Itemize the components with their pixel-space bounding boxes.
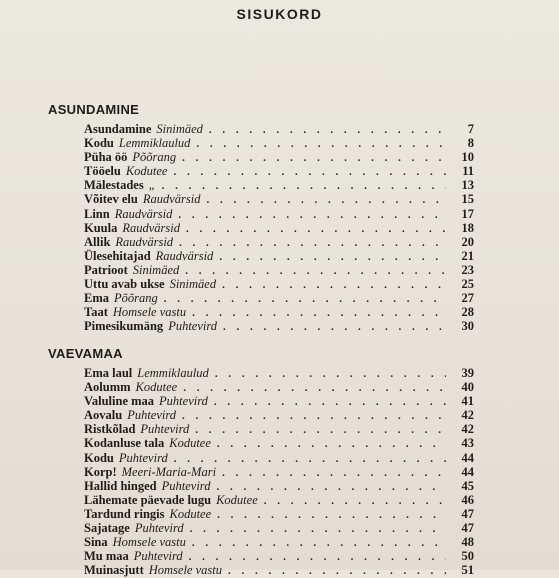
dot-leader: [223, 320, 446, 334]
dot-leader: [216, 480, 446, 494]
toc-entry: [84, 479, 474, 493]
entry-collection: Kodutee: [169, 436, 211, 451]
entry-page-number: 42: [461, 408, 474, 423]
dot-leader: [192, 306, 446, 320]
entry-title: Ema laul: [84, 366, 133, 380]
toc-entry: [84, 221, 474, 235]
toc-entry: [84, 305, 474, 319]
toc-entry: [84, 465, 474, 479]
entry-title: Korp!: [84, 464, 117, 479]
entry-title: Allik: [84, 234, 111, 249]
toc-entry: [84, 277, 474, 291]
dot-leader: [173, 165, 446, 179]
entry-collection: Sinimäed: [169, 277, 217, 292]
toc-entry: [84, 164, 474, 178]
entry-title: Aolumm: [84, 380, 131, 395]
entry-title: Kodanluse tala: [84, 436, 165, 451]
toc-entry: [84, 436, 474, 450]
entry-page-number: 7: [467, 122, 474, 136]
toc-entry: [84, 380, 474, 394]
toc-entry: [84, 366, 474, 380]
entry-page-number: 15: [461, 192, 474, 207]
entry-collection: Homsele vastu: [148, 563, 222, 578]
entry-title: Aovalu: [84, 408, 123, 423]
entry-page-number: 44: [461, 450, 474, 465]
entry-collection: Kodutee: [169, 506, 212, 521]
dot-leader: [164, 292, 446, 306]
dot-leader: [222, 466, 446, 480]
entry-page-number: 51: [461, 563, 474, 578]
entry-collection: Homsele vastu: [112, 535, 186, 550]
entry-title: Muinasjutt: [84, 563, 144, 578]
section-heading-asundamine: ASUNDAMINE: [48, 102, 140, 117]
toc-entry: [84, 521, 474, 535]
entry-collection: Puhtevird: [159, 394, 208, 409]
toc-entry: [84, 263, 474, 277]
dot-leader: [219, 250, 446, 264]
dot-leader: [189, 550, 446, 564]
entry-collection: Homsele vastu: [112, 305, 187, 320]
entry-title: Ülesehitajad: [84, 248, 151, 263]
entry-page-number: 27: [461, 291, 474, 306]
entry-page-number: 21: [461, 248, 474, 263]
toc-entry: [84, 235, 474, 249]
entry-page-number: 10: [461, 150, 474, 165]
entry-collection: Põõrang: [132, 150, 177, 165]
entry-page-number: 40: [461, 380, 474, 395]
entry-title: Sina: [84, 535, 108, 550]
entry-title: Lähemate päevade lugu: [84, 492, 212, 507]
entry-title: Patrioot: [84, 262, 128, 277]
toc-entry: [84, 136, 474, 150]
entry-collection: Raudvärsid: [114, 206, 173, 221]
dot-leader: [214, 395, 446, 409]
entry-page-number: 39: [461, 366, 474, 380]
entry-page-number: 47: [461, 521, 474, 536]
entry-title: Kodu: [84, 136, 114, 151]
dot-leader: [182, 409, 446, 423]
entry-title: Linn: [84, 206, 110, 221]
dot-leader: [217, 508, 446, 522]
entry-page-number: 43: [461, 436, 474, 451]
entry-collection: Lemmiklaulud: [137, 366, 209, 380]
entry-collection: Kodutee: [125, 164, 168, 179]
dot-leader: [185, 264, 446, 278]
entry-page-number: 42: [461, 422, 474, 437]
entry-page-number: 18: [461, 220, 474, 235]
toc-entry: [84, 207, 474, 221]
entry-collection: Põõrang: [114, 291, 158, 306]
toc-entry: [84, 535, 474, 549]
dot-leader: [190, 522, 446, 536]
toc-entry: [84, 507, 474, 521]
entry-collection: „: [148, 178, 156, 193]
entry-collection: Puhtevird: [133, 549, 183, 564]
entry-page-number: 44: [461, 464, 474, 479]
toc-entry: [84, 394, 474, 408]
entry-collection: Raudvärsid: [142, 192, 201, 207]
toc-entry: [84, 563, 474, 577]
entry-title: Mälestades: [84, 178, 144, 193]
entry-page-number: 50: [461, 549, 474, 564]
toc-entry: [84, 178, 474, 192]
toc-entry: [84, 192, 474, 206]
entry-collection: Raudvärsid: [115, 234, 174, 249]
dot-leader: [222, 278, 446, 292]
entry-page-number: 30: [461, 319, 474, 334]
entry-page-number: 46: [461, 492, 474, 507]
dot-leader: [209, 123, 446, 137]
entry-title: Ema: [84, 291, 109, 306]
entry-collection: Puhtevird: [161, 478, 211, 493]
entry-collection: Puhtevird: [127, 408, 177, 423]
toc-entry: [84, 319, 474, 333]
entry-page-number: 13: [461, 178, 474, 193]
toc-entry: [84, 122, 474, 136]
dot-leader: [178, 208, 446, 222]
entry-collection: Puhtevird: [140, 422, 190, 437]
dot-leader: [182, 151, 446, 165]
entry-collection: Meeri-Maria-Mari: [121, 464, 217, 479]
entry-collection: Puhtevird: [168, 319, 218, 334]
toc-entry: [84, 549, 474, 563]
entry-title: Uttu avab ukse: [84, 277, 165, 292]
dot-leader: [217, 437, 446, 451]
entry-collection: Puhtevird: [134, 521, 184, 536]
dot-leader: [196, 137, 446, 151]
dot-leader: [174, 452, 446, 466]
entry-collection: Raudvärsid: [122, 220, 180, 235]
entry-title: Kodu: [84, 450, 114, 465]
toc-entry: [84, 422, 474, 436]
entry-title: Sajatage: [84, 521, 130, 536]
entry-page-number: 41: [461, 394, 474, 409]
entry-title: Taat: [84, 305, 108, 320]
dot-leader: [206, 193, 446, 207]
entry-title: Püha öö: [84, 150, 128, 165]
entry-page-number: 45: [461, 478, 474, 493]
entry-page-number: 48: [461, 535, 474, 550]
dot-leader: [195, 423, 446, 437]
entry-title: Pimesikumäng: [84, 319, 164, 334]
dot-leader: [162, 179, 446, 193]
toc-entry: [84, 451, 474, 465]
entry-page-number: 28: [461, 305, 474, 320]
toc-entry: [84, 249, 474, 263]
toc-entry: [84, 493, 474, 507]
entry-title: Võitev elu: [84, 192, 138, 207]
entry-title: Hallid hinged: [84, 478, 157, 493]
dot-leader: [186, 222, 446, 236]
entry-title: Tardund ringis: [84, 506, 165, 521]
entry-page-number: 23: [461, 262, 474, 277]
entry-collection: Kodutee: [216, 492, 258, 507]
entry-title: Mu maa: [84, 549, 129, 564]
entry-page-number: 20: [461, 234, 474, 249]
entry-page-number: 8: [467, 136, 474, 151]
entry-title: Kuula: [84, 220, 118, 235]
entry-collection: Sinimäed: [156, 122, 203, 136]
entry-title: Asundamine: [84, 122, 152, 136]
page-title: SISUKORD: [236, 6, 323, 22]
dot-leader: [192, 536, 446, 550]
entry-collection: Raudvärsid: [155, 248, 214, 263]
entry-title: Valuline maa: [84, 394, 155, 409]
entry-collection: Lemmiklaulud: [118, 136, 191, 151]
dot-leader: [183, 381, 446, 395]
entry-page-number: 17: [461, 206, 474, 221]
entry-page-number: 11: [462, 164, 474, 179]
toc-list-vaevamaa: [84, 366, 474, 577]
dot-leader: [179, 236, 446, 250]
entry-collection: Puhtevird: [118, 450, 168, 465]
entry-collection: Sinimäed: [132, 262, 180, 277]
entry-page-number: 25: [461, 277, 474, 292]
section-heading-vaevamaa: VAEVAMAA: [48, 346, 123, 361]
toc-entry: [84, 408, 474, 422]
toc-entry: [84, 291, 474, 305]
entry-page-number: 47: [461, 506, 474, 521]
toc-entry: [84, 150, 474, 164]
entry-title: Tööelu: [84, 164, 121, 179]
toc-list-asundamine: [84, 122, 474, 333]
entry-collection: Kodutee: [135, 380, 178, 395]
entry-title: Ristkõlad: [84, 422, 136, 437]
dot-leader: [215, 367, 446, 381]
dot-leader: [264, 494, 446, 508]
dot-leader: [228, 564, 446, 578]
